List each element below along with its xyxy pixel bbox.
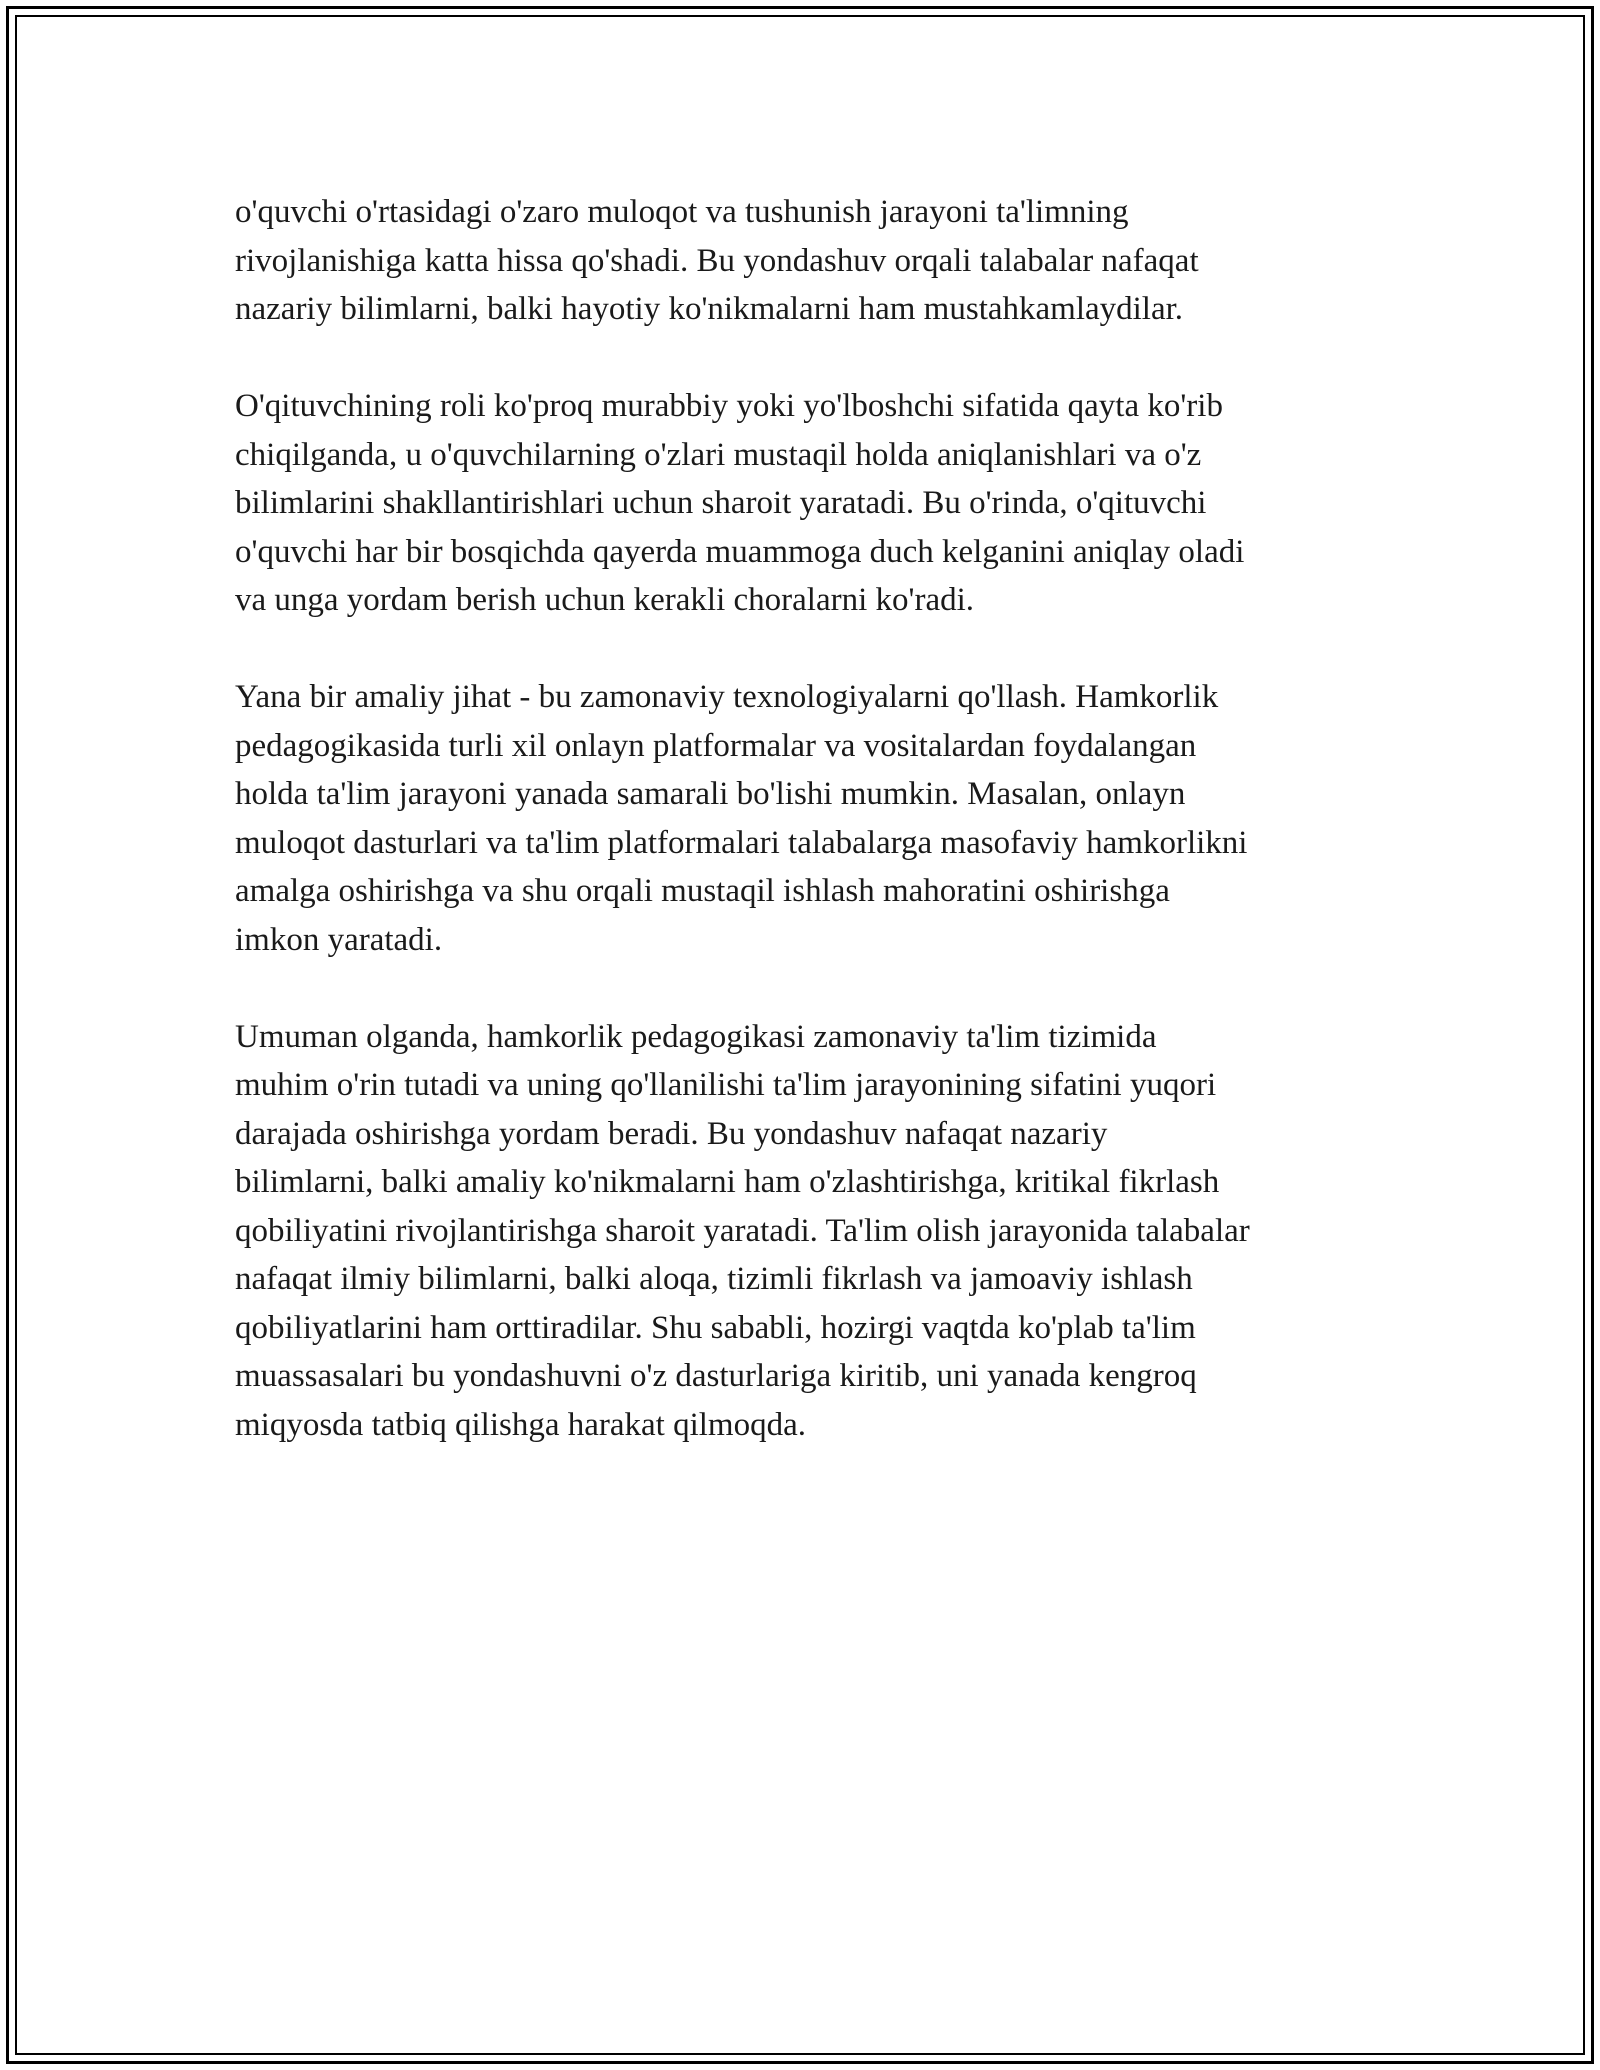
text-line: Umuman olganda, hamkorlik pedagogikasi zamonaviy ta'lim tizimida — [235, 1018, 1157, 1055]
text-line: bilimlarni, balki amaliy ko'nikmalarni ham o'zlashtirishga, kritikal fikrlash — [235, 1164, 1220, 1200]
text-line: darajada oshirishga yordam beradi. Bu yondashuv nafaqat nazariy — [235, 1115, 1108, 1152]
text-line: O'qituvchining roli ko'proq murabbiy yoki yo'lboshchi sifatida qayta ko'rib — [235, 388, 1223, 424]
paragraph-2 — [235, 382, 1385, 625]
paragraph-4 — [235, 1013, 1385, 1450]
document-body — [235, 188, 1385, 1449]
text-line: holda ta'lim jarayoni yanada samarali bo'lishi mumkin. Masalan, onlayn — [235, 776, 1186, 812]
text-line: o'quvchi o'rtasidagi o'zaro muloqot va tushunish jarayoni ta'limning — [235, 194, 1129, 230]
paragraph-1 — [235, 188, 1385, 334]
text-line: muhim o'rin tutadi va uning qo'llanilishi ta'lim jarayonining sifatini yuqori — [235, 1067, 1217, 1103]
paragraph-3 — [235, 673, 1385, 964]
text-line: muassasalari bu yondashuvni o'z dasturlariga kiritib, uni yanada kengroq — [235, 1358, 1197, 1394]
text-line: muloqot dasturlari va ta'lim platformalari talabalarga masofaviy hamkorlikni — [235, 824, 1248, 861]
text-line: o'quvchi har bir bosqichda qayerda muammoga duch kelganini aniqlay oladi — [235, 533, 1245, 570]
text-line: imkon yaratadi. — [235, 921, 443, 958]
text-line: bilimlarini shakllantirishlari uchun sharoit yaratadi. Bu o'rinda, o'qituvchi — [235, 485, 1207, 521]
text-line: rivojlanishiga katta hissa qo'shadi. Bu yondashuv orqali talabalar nafaqat — [235, 242, 1199, 279]
text-line: nazariy bilimlarni, balki hayotiy ko'nikmalarni ham mustahkamlaydilar. — [235, 291, 1184, 327]
text-line: Yana bir amaliy jihat - bu zamonaviy texnologiyalarni qo'llash. Hamkorlik — [235, 679, 1219, 715]
text-line: amalga oshirishga va shu orqali mustaqil ishlash mahoratini oshirishga — [235, 873, 1170, 909]
text-line: miqyosda tatbiq qilishga harakat qilmoqda. — [235, 1406, 806, 1443]
text-line: qobiliyatlarini ham orttiradilar. Shu sababli, hozirgi vaqtda ko'plab ta'lim — [235, 1309, 1196, 1346]
text-line: pedagogikasida turli xil onlayn platformalar va vositalardan foydalangan — [235, 727, 1197, 764]
text-line: nafaqat ilmiy bilimlarni, balki aloqa, tizimli fikrlash va jamoaviy ishlash — [235, 1261, 1193, 1297]
text-line: qobiliyatini rivojlantirishga sharoit yaratadi. Ta'lim olish jarayonida talabalar — [235, 1212, 1250, 1249]
text-line: chiqilganda, u o'quvchilarning o'zlari mustaqil holda aniqlanishlari va o'z — [235, 436, 1202, 473]
text-line: va unga yordam berish uchun kerakli choralarni ko'radi. — [235, 582, 975, 618]
